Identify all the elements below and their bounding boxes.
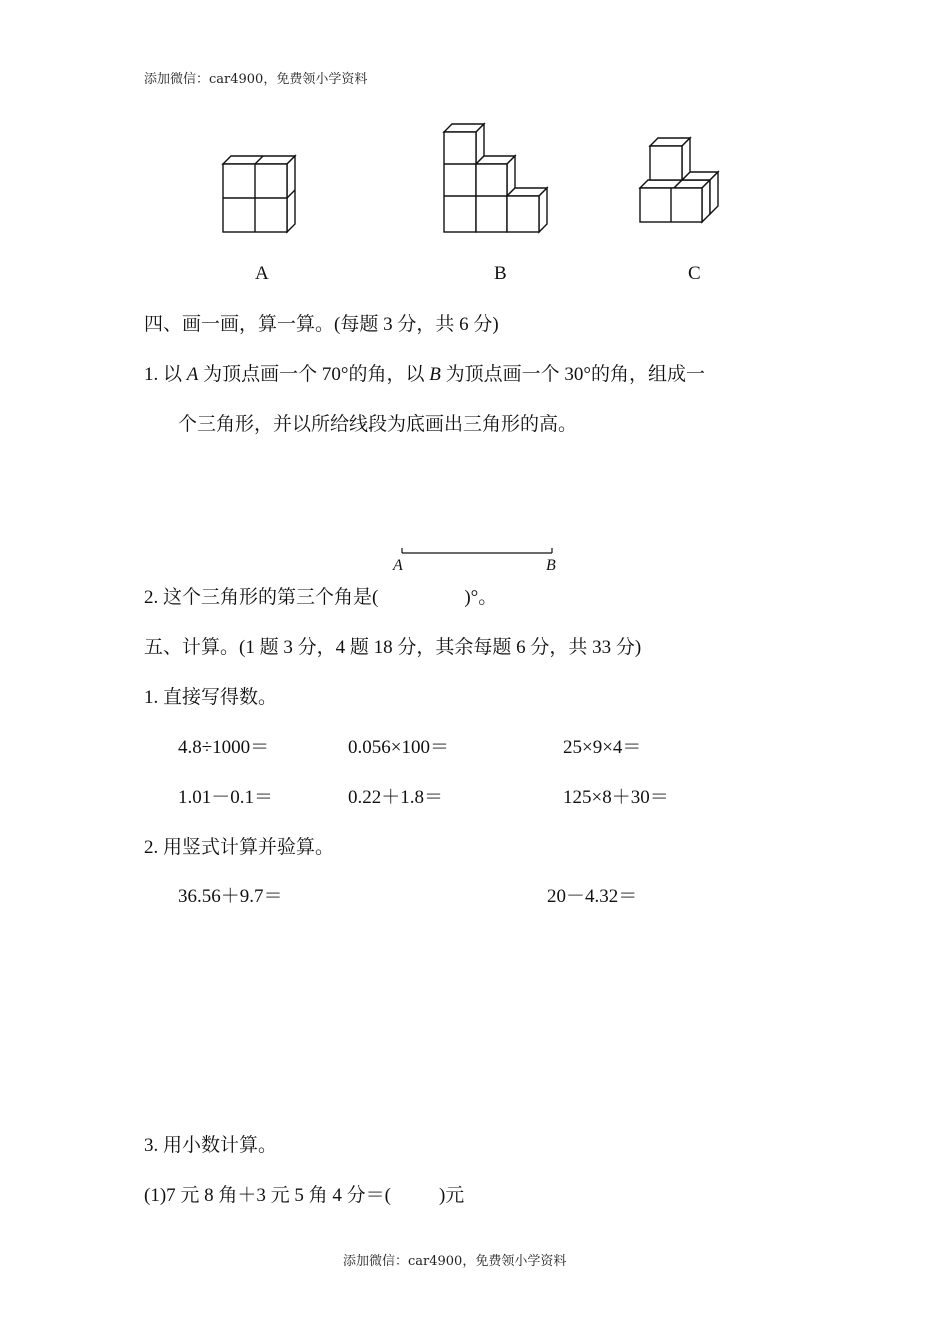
section4-q1-line1 xyxy=(144,365,705,384)
q2-text-after: )°。 xyxy=(464,587,498,608)
s5-q2-number: 2. xyxy=(144,837,159,858)
calc-item: 0.22＋1.8＝ xyxy=(348,787,444,808)
calc-item: 4.8÷1000＝ xyxy=(178,737,270,758)
section4-title: 四、画一画，算一算。(每题 3 分，共 6 分) xyxy=(144,314,499,335)
section5-q3-item1 xyxy=(144,1186,464,1205)
calc-item: 0.056×100＝ xyxy=(348,737,449,758)
q1-text-part2: 为顶点画一个 70°的角，以 xyxy=(203,364,425,385)
segment-ab xyxy=(401,545,555,557)
section5-q2-title xyxy=(144,838,334,857)
calc-item: 125×8＋30＝ xyxy=(563,787,669,808)
s5-q1-number: 1. xyxy=(144,687,159,708)
section4-q1-line2: 个三角形，并以所给线段为底画出三角形的高。 xyxy=(178,414,578,435)
calc-item: 1.01－0.1＝ xyxy=(178,787,274,808)
calc-item: 25×9×4＝ xyxy=(563,737,642,758)
cube-figure-c xyxy=(639,132,725,224)
figure-label-a: A xyxy=(255,263,269,284)
q3-item1-after: )元 xyxy=(438,1185,465,1206)
figure-label-b: B xyxy=(494,263,507,284)
header-watermark: 添加微信：car4900，免费领小学资料 xyxy=(144,72,368,87)
q2-number: 2. xyxy=(144,587,159,608)
segment-label-b: B xyxy=(546,557,556,574)
q3-item1-before: (1)7 元 8 角＋3 元 5 角 4 分＝( xyxy=(144,1185,391,1206)
s5-q2-text: 用竖式计算并验算。 xyxy=(163,837,335,858)
q1-text-part1: 以 xyxy=(163,364,183,385)
footer-watermark: 添加微信：car4900，免费领小学资料 xyxy=(343,1254,567,1269)
section4-q2 xyxy=(144,588,497,607)
vertical-calc-item: 20－4.32＝ xyxy=(547,886,638,907)
section5-q3-title xyxy=(144,1136,277,1155)
q1-text-part3: 为顶点画一个 30°的角，组成一 xyxy=(445,364,705,385)
q2-text-before: 这个三角形的第三个角是( xyxy=(163,587,379,608)
cube-figure-b xyxy=(443,122,549,236)
q1-number: 1. xyxy=(144,364,159,385)
s5-q3-text: 用小数计算。 xyxy=(163,1135,278,1156)
cube-figure-a xyxy=(222,154,298,234)
s5-q1-text: 直接写得数。 xyxy=(163,687,278,708)
vertical-calc-item: 36.56＋9.7＝ xyxy=(178,886,283,907)
segment-label-a: A xyxy=(393,557,403,574)
section5-title: 五、计算。(1 题 3 分，4 题 18 分，其余每题 6 分，共 33 分) xyxy=(144,637,642,658)
q1-vertex-b: B xyxy=(429,364,441,385)
q1-vertex-a: A xyxy=(186,364,199,385)
figure-label-c: C xyxy=(688,263,701,284)
s5-q3-number: 3. xyxy=(144,1135,159,1156)
section5-q1-title xyxy=(144,688,277,707)
